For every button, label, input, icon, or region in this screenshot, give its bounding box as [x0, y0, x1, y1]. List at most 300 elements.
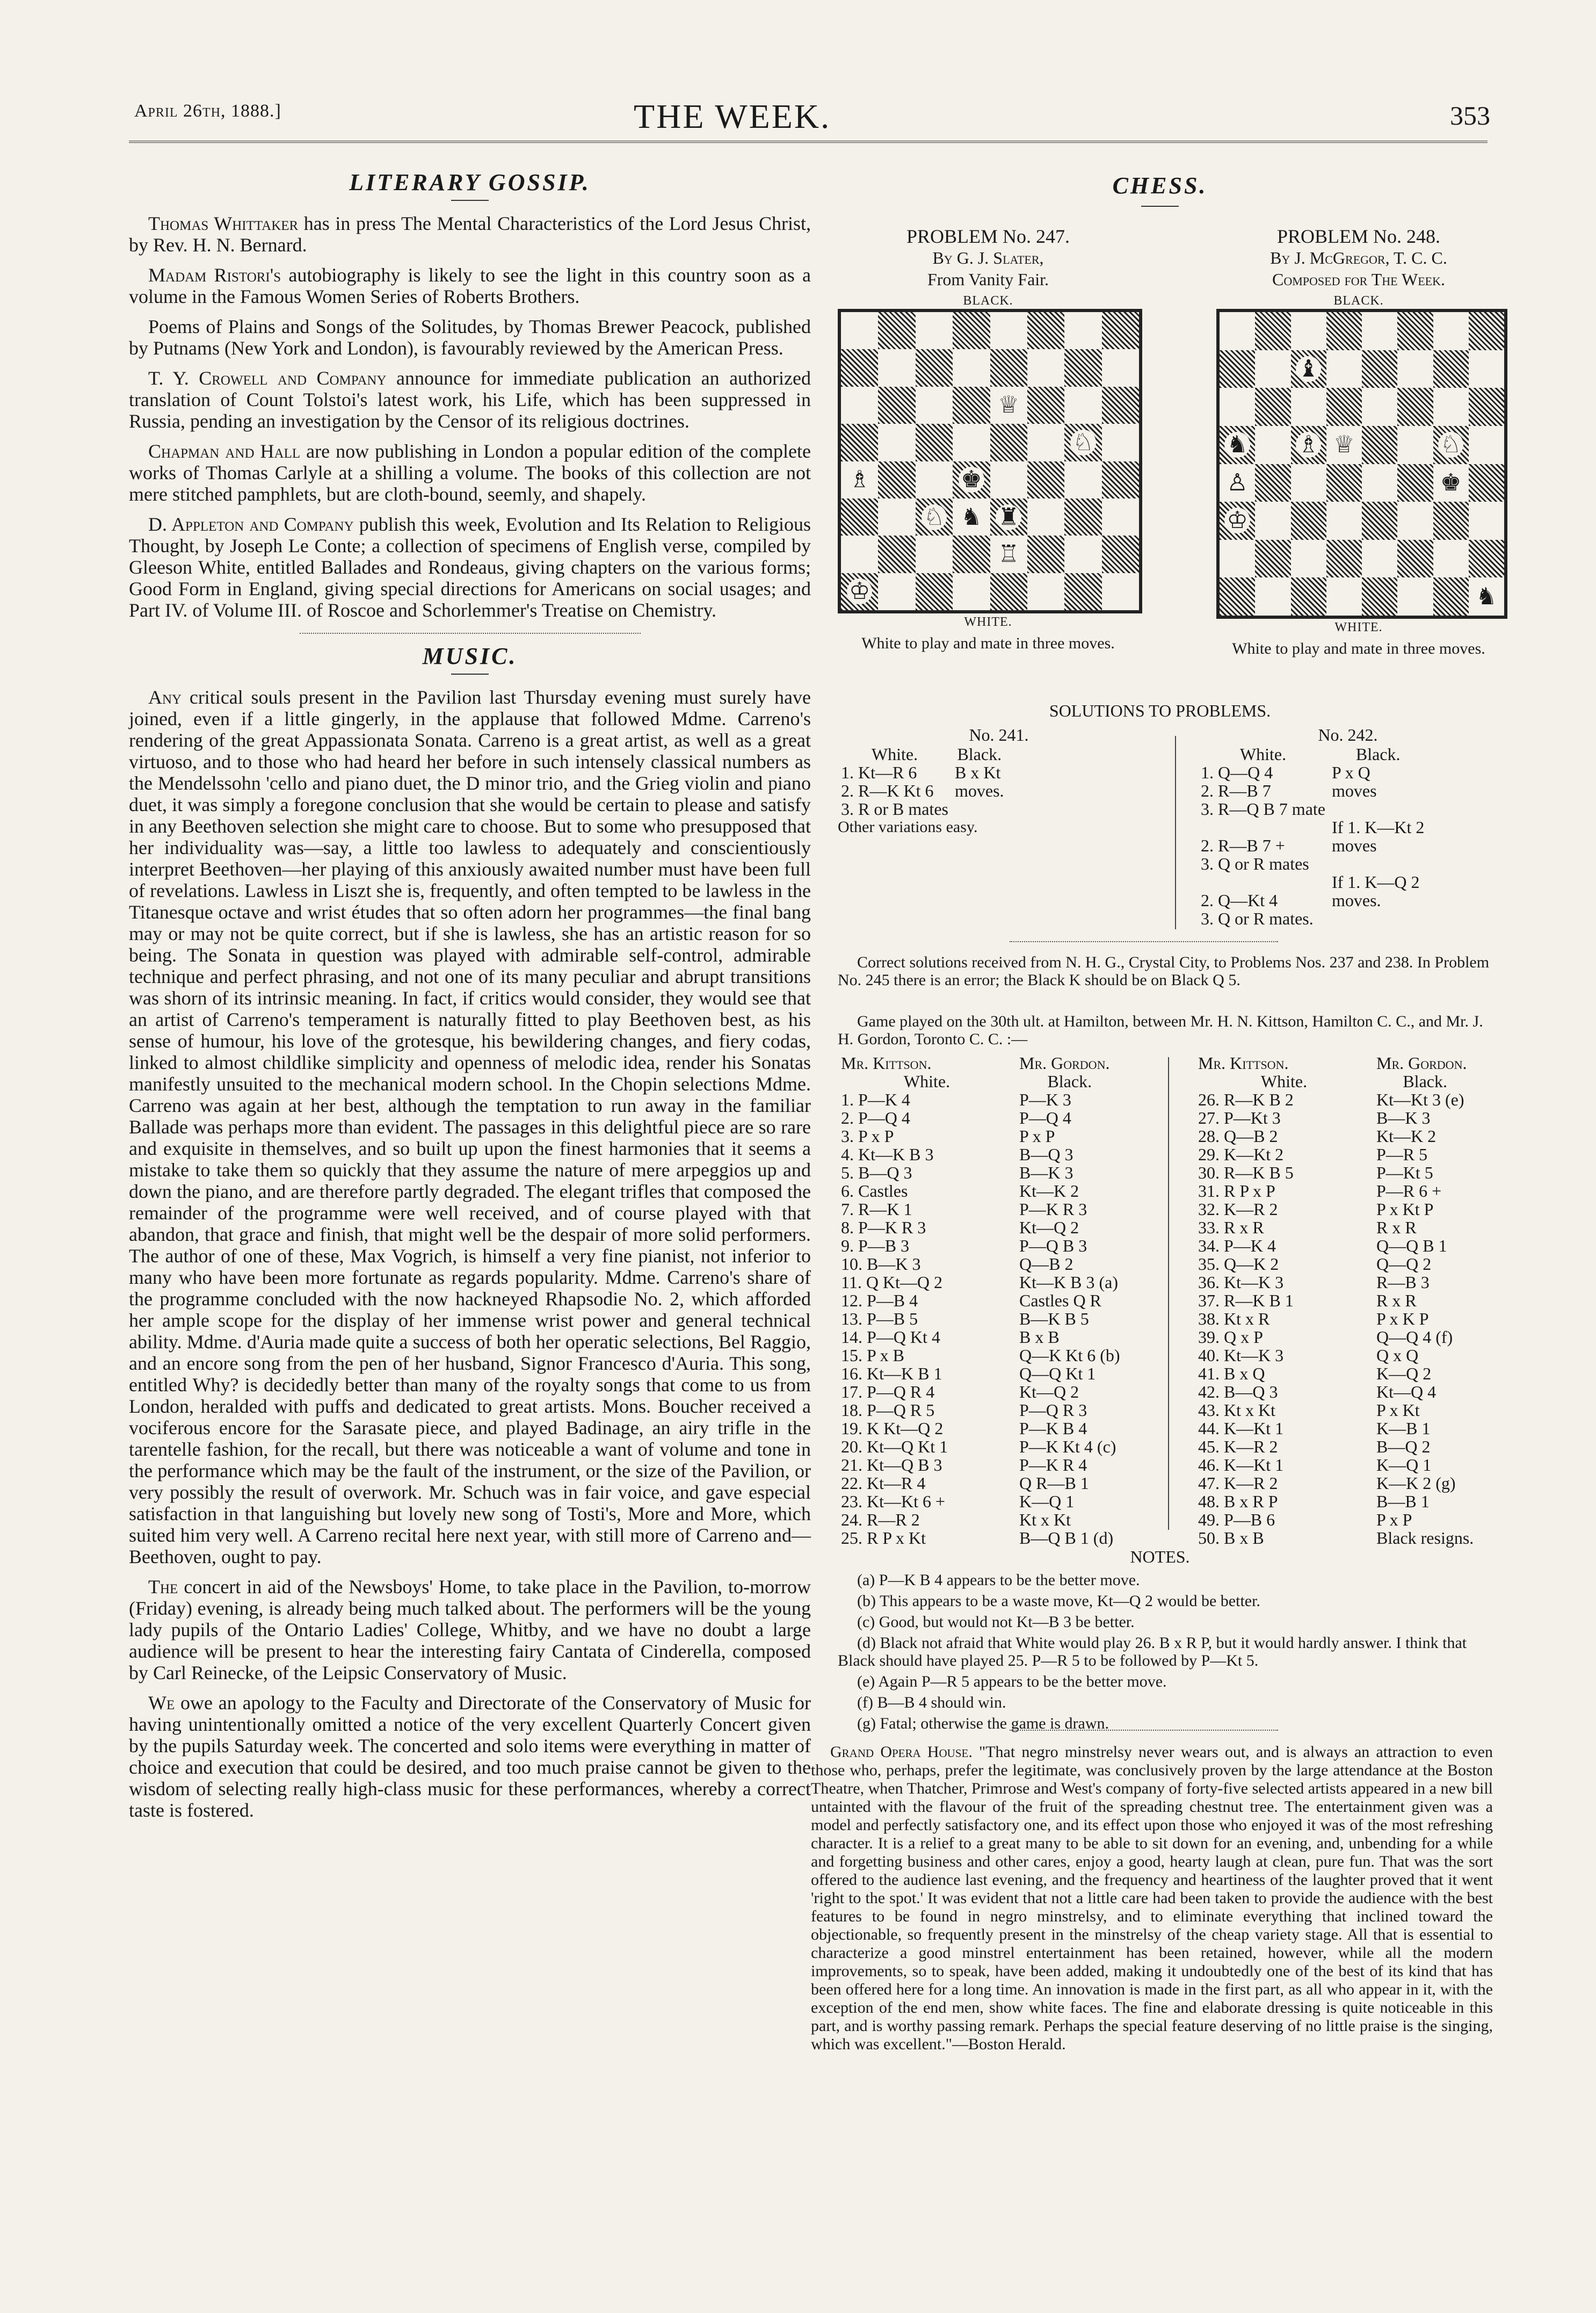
header-rule [129, 141, 1488, 143]
board-square [1326, 577, 1362, 616]
paragraph-text: critical souls present in the Pavilion last Thursday evening must surely have joined, even if a little gingerly, in the applause that followed Mdme. Carreno's rendering of the great Appassionata Sonata. Carreno is a great artist, as well as a great virtuoso, and to those who had heard her before in such intensely classical numbers as the Mendelssohn 'cello and piano duet, the D minor trio, and the Grieg violin and piano duet, it was simply a foregone conclusion that she would be certain to please and satisfy in any Beethoven selection she might care to choose. But to some who presupposed that her individuality was—say, a little too lawless to adequately and conscientiously interpret Beethoven—her playing of this anxiously awaited number must have been full of revelations. Lawless in Liszt she is, frequently, and often tempted to be lawless in the Titanesque octave and wrist études that so often adorn her programmes—the final bang may or may not be quite correct, but if she is lawless, she has an artistic reason for so being. The Sonata in question was played with admirable self-control, admirable technique and perfect phrasing, and not one of its many peculiar and abrupt transitions was shorn of its intrinsic meaning. In fact, if critics would consider, they would see that an artist of Carreno's temperament is naturally fitted to play Beethoven best, as his sense of humour, his love of the grotesque, his bewildering changes, and fiery codas, linked to almost childlike simplicity and openness of melodic idea, render his Sonatas manifestly unsuited to the mechanical modern school. In the Chopin selections Mdme. Carreno was again at her best, although the temptation to run away in the familiar Ballade was perhaps more than evident. The passages in this delightful piece are so rare and exquisite in themselves, and so built up upon the finest harmonies that it seems a mistake to take them so quickly that they assume the nature of mere arpeggios up and down the piano, and are therefore partly degraded. The elegant trifles that composed the remainder of the programme were well received, and of course played with that abandon, that grace and finish, that might well be the despair of more solid performers. The author of one of these, Max Vogrich, is himself a very fine pianist, not inferior to many who have been more fortunate as regards popularity. Mdme. Carreno's share of the programme concluded with the now hackneyed Rhapsodie No. 2, which afforded her ample scope for the display of her immense wrist power and general technical ability. Mdme. d'Auria made quite a success of both her operatic selections, Bel Raggio, and an encore song from the pen of her husband, Signor Francesco d'Auria. This song, entitled Why? is decidedly better than many of the royalty songs that come to us from London, heralded with puffs and dedicated to great artists. Mons. Boucher received a vociferous encore for the Sarasate piece, and played Badinage, an airy trifle in the tarentelle fashion, for the recall, but there was noticeable a want of volume and tone in the performance which may be the fault of the instrument, or the size of the Pavilion, or very possibly the result of overwork. Mr. Schuch was in fair voice, and gave especial satisfaction in that languishing but lovely new song of Tosti's, More and More, which suited him very well. A Carreno recital here next year, with still more of Carreno and—Beethoven, ought to pay. [129, 686, 811, 1567]
notes-list [838, 1571, 1493, 1736]
board-square [1433, 540, 1469, 578]
move-cell: Kt—Q 2 [1019, 1218, 1079, 1237]
problem-247-footer [832, 611, 1144, 654]
table-row [1198, 818, 1427, 836]
move-cell: 21. Kt—Q B 3 [841, 1455, 942, 1474]
chess-piece-icon: ♘ [1070, 430, 1096, 456]
literary-paragraph [129, 213, 811, 256]
paragraph-lead: Thomas Whittaker [148, 213, 299, 234]
chess-piece-icon: ♕ [996, 392, 1021, 418]
board-square [1102, 312, 1139, 349]
chess-piece-icon: ♝ [1296, 356, 1321, 382]
move-cell: 24. R—R 2 [841, 1510, 920, 1529]
music-title: MUSIC. [422, 643, 518, 669]
move-cell: P—Kt 5 [1376, 1163, 1433, 1182]
board-square [1220, 312, 1255, 350]
move-cell: P x P [1019, 1126, 1055, 1146]
move-cell: 17. P—Q R 4 [841, 1382, 935, 1401]
table-cell: 2. Q—Kt 4 [1201, 891, 1278, 910]
player-white: Mr. Kittson. [1198, 1053, 1289, 1073]
colors-row [838, 1072, 1123, 1090]
move-cell: 3. P x P [841, 1126, 894, 1146]
move-cell: Q—B 2 [1019, 1254, 1073, 1274]
board-square [1027, 573, 1064, 610]
board-square [878, 573, 915, 610]
board-square [841, 573, 878, 610]
chess-piece-icon: ♚ [959, 467, 984, 493]
move-row [838, 1145, 1123, 1163]
colors-row [1195, 1072, 1477, 1090]
board-square [1326, 350, 1362, 388]
move-cell: 29. K—Kt 2 [1198, 1145, 1284, 1164]
board-square [1326, 312, 1362, 350]
move-row [838, 1310, 1123, 1328]
table-cell [1329, 800, 1427, 818]
move-row [838, 1474, 1123, 1492]
move-cell: 43. Kt x Kt [1198, 1400, 1275, 1420]
note-item: (a) P—K B 4 appears to be the better move. [857, 1571, 1140, 1589]
table-cell: P x Q [1331, 763, 1370, 782]
paragraph-lead: Any [148, 686, 182, 708]
chess-piece-icon: ♙ [1224, 470, 1250, 496]
board-square [1255, 426, 1290, 464]
white-label: WHITE. [1334, 620, 1383, 634]
move-row [1195, 1328, 1477, 1346]
move-cell: Q R—B 1 [1019, 1473, 1089, 1493]
move-cell: 31. R P x P [1198, 1181, 1275, 1201]
move-cell: 10. B—K 3 [841, 1254, 921, 1274]
move-row [1195, 1383, 1477, 1401]
board-square [953, 424, 990, 461]
chess-piece-icon: ♕ [1331, 432, 1356, 458]
problem-caption: White to play and mate in three moves. [861, 634, 1115, 652]
move-row [838, 1163, 1123, 1182]
move-cell: 19. K Kt—Q 2 [841, 1419, 944, 1438]
board-square [1469, 540, 1504, 578]
move-cell: Black resigns. [1376, 1528, 1474, 1548]
move-row [1195, 1109, 1477, 1127]
table-cell: B x Kt [954, 763, 1001, 782]
move-cell: 38. Kt x R [1198, 1309, 1270, 1328]
problem-247-heading [832, 226, 1144, 312]
move-cell: 36. Kt—K 3 [1198, 1273, 1284, 1292]
move-cell: 30. R—K B 5 [1198, 1163, 1294, 1182]
board-square [1102, 536, 1139, 573]
move-cell: P—Q R 3 [1019, 1400, 1087, 1420]
board-square [841, 312, 878, 349]
move-cell: B x B [1019, 1327, 1060, 1347]
board-square [1362, 502, 1397, 540]
problem-caption: White to play and mate in three moves. [1232, 640, 1485, 657]
move-cell: 44. K—Kt 1 [1198, 1419, 1284, 1438]
board-square [1291, 464, 1326, 502]
board-square [953, 536, 990, 573]
board-square [1469, 388, 1504, 426]
board-square [878, 461, 915, 498]
board-square [1433, 502, 1469, 540]
move-cell: 47. K—R 2 [1198, 1473, 1278, 1493]
move-cell: 15. P x B [841, 1346, 904, 1365]
move-cell: Kt—Kt 3 (e) [1376, 1090, 1464, 1109]
section-divider [1010, 1730, 1278, 1731]
black-label: BLACK. [963, 294, 1013, 308]
move-row [838, 1237, 1123, 1255]
section-rule [451, 674, 489, 675]
move-cell: Q—Q Kt 1 [1019, 1364, 1096, 1383]
board-square [1220, 426, 1255, 464]
move-cell: K—Q 1 [1019, 1492, 1075, 1511]
move-cell: B—B 1 [1376, 1492, 1430, 1511]
board-square [841, 387, 878, 424]
board-square [1433, 312, 1469, 350]
board-square [1433, 464, 1469, 502]
move-cell: Kt—K 2 [1376, 1126, 1437, 1146]
board-square [916, 461, 953, 498]
chess-piece-icon: ♗ [847, 467, 872, 493]
color-white: White. [903, 1072, 951, 1091]
move-cell: 46. K—Kt 1 [1198, 1455, 1284, 1474]
move-row [1195, 1200, 1477, 1218]
move-row [1195, 1364, 1477, 1383]
move-cell: 5. B—Q 3 [841, 1163, 912, 1182]
move-cell: 37. R—K B 1 [1198, 1291, 1294, 1310]
table-cell: 3. R—Q B 7 mate [1201, 799, 1325, 819]
move-row [1195, 1510, 1477, 1529]
move-cell: B—K B 5 [1019, 1309, 1089, 1328]
board-square [1397, 577, 1433, 616]
move-cell: B—K 3 [1019, 1163, 1073, 1182]
move-cell: Kt—Q 4 [1376, 1382, 1437, 1401]
move-cell: P x K P [1376, 1309, 1429, 1328]
solutions-title: SOLUTIONS TO PROBLEMS. [1049, 701, 1271, 720]
board-square [1362, 464, 1397, 502]
move-cell: P—K 3 [1019, 1090, 1071, 1109]
board-square [1102, 349, 1139, 386]
board-square [878, 536, 915, 573]
move-cell: 33. R x R [1198, 1218, 1264, 1237]
board-square [1027, 498, 1064, 536]
board-square [1291, 502, 1326, 540]
paragraph-text: concert in aid of the Newsboys' Home, to take place in the Pavilion, to-morrow (Friday) evening, is already being much talked about. The performers will be the young lady pupils of the Ontario Ladies' College, Whitby, and we have no doubt a large audience will be present to hear the interesting fairy Cantata of Cinderella, composed by Carl Reinecke, of the Leipsic Conservatory of Music. [129, 1576, 811, 1683]
move-row [1195, 1456, 1477, 1474]
literary-paragraph [129, 316, 811, 359]
board-square [953, 387, 990, 424]
player-black: Mr. Gordon. [1019, 1053, 1110, 1073]
board-square [916, 536, 953, 573]
board-square [1220, 388, 1255, 426]
move-row [838, 1456, 1123, 1474]
board-square [916, 424, 953, 461]
board-square [878, 387, 915, 424]
board-square [1064, 498, 1101, 536]
board-square [1433, 350, 1469, 388]
color-white: White. [1260, 1072, 1308, 1091]
move-cell: K—K 2 (g) [1376, 1473, 1456, 1493]
move-row [838, 1109, 1123, 1127]
problem-author: By G. J. Slater, [932, 248, 1044, 268]
move-row [838, 1364, 1123, 1383]
board-square [1220, 502, 1255, 540]
move-row [838, 1529, 1123, 1547]
solution-note: Other variations easy. [838, 818, 978, 836]
board-square [990, 461, 1027, 498]
chess-piece-icon: ♘ [922, 504, 947, 530]
chess-piece-icon: ♞ [1474, 584, 1499, 610]
move-row [1195, 1291, 1477, 1310]
move-cell: Kt—K 2 [1019, 1181, 1079, 1201]
move-cell: B—Q 3 [1019, 1145, 1073, 1164]
move-row [838, 1419, 1123, 1437]
table-cell: 1. Kt—R 6 [841, 763, 917, 782]
move-row [1195, 1419, 1477, 1437]
board-square [990, 312, 1027, 349]
music-body [129, 686, 811, 1821]
chess-piece-icon: ♚ [1438, 470, 1463, 496]
move-cell: R x R [1376, 1218, 1417, 1237]
board-square [878, 312, 915, 349]
board-square [1027, 536, 1064, 573]
black-label: BLACK. [1333, 294, 1384, 308]
section-divider [300, 633, 641, 634]
move-cell: 28. Q—B 2 [1198, 1126, 1278, 1146]
board-square [1433, 388, 1469, 426]
paragraph-text: announce for immediate publication an authorized translation of Count Tolstoi's latest work, his Life, which has been suppressed in Russia, pending an investigation by the Censor of its religious doctrines. [129, 367, 811, 432]
chess-board-247 [838, 309, 1142, 613]
board-square [1397, 502, 1433, 540]
move-cell: K—Q 2 [1376, 1364, 1432, 1383]
table-cell: 2. R—B 7 [1201, 781, 1271, 800]
move-row [838, 1255, 1123, 1273]
board-square [1469, 312, 1504, 350]
move-row [838, 1328, 1123, 1346]
table-header-row [838, 745, 1007, 763]
board-square [990, 387, 1027, 424]
move-cell: 12. P—B 4 [841, 1291, 918, 1310]
table-cell: moves. [1331, 891, 1381, 910]
column-header: Black. [957, 745, 1002, 764]
table-cell [952, 800, 1007, 818]
chess-board-248 [1216, 309, 1507, 619]
move-row [1195, 1182, 1477, 1200]
board-square [1027, 349, 1064, 386]
move-row [1195, 1255, 1477, 1273]
board-square [1027, 424, 1064, 461]
problem-name: PROBLEM No. 248. [1276, 226, 1441, 247]
move-cell: P—K R 4 [1019, 1455, 1087, 1474]
game-intro: Game played on the 30th ult. at Hamilton, between Mr. H. N. Kittson, Hamilton C. C., and Mr. J. H. Gordon, Toronto C. C. :— [838, 1013, 1483, 1048]
chess-piece-icon: ♞ [1224, 432, 1250, 458]
board-square [1397, 426, 1433, 464]
move-cell: P—K B 4 [1019, 1419, 1087, 1438]
board-square [1102, 498, 1139, 536]
move-row [1195, 1127, 1477, 1145]
table-cell [1198, 818, 1329, 836]
literary-paragraph [129, 264, 811, 307]
table-cell: 3. Q or R mates. [1201, 909, 1314, 928]
board-square [1469, 426, 1504, 464]
board-square [1397, 388, 1433, 426]
table-row [1198, 836, 1427, 855]
chess-piece-icon: ♘ [1438, 432, 1463, 458]
board-square [1255, 502, 1290, 540]
move-cell: Q—Q 4 (f) [1376, 1327, 1453, 1347]
board-square [1326, 426, 1362, 464]
board-square [990, 424, 1027, 461]
board-square [1326, 540, 1362, 578]
literary-paragraph [129, 440, 811, 505]
move-cell: 1. P—K 4 [841, 1090, 910, 1109]
table-row [1198, 763, 1427, 782]
move-row [838, 1401, 1123, 1419]
moves-table [1195, 1054, 1477, 1547]
move-row [1195, 1163, 1477, 1182]
move-cell: B—Q B 1 (d) [1019, 1528, 1114, 1548]
chess-piece-icon: ♗ [1296, 432, 1321, 458]
issue-date: April 26th, 1888.] [134, 101, 281, 121]
move-cell: 26. R—K B 2 [1198, 1090, 1294, 1109]
board-square [1397, 312, 1433, 350]
board-square [1255, 464, 1290, 502]
table-cell: moves. [954, 781, 1004, 800]
board-square [1102, 424, 1139, 461]
paragraph-text: Poems of Plains and Songs of the Solitudes, by Thomas Brewer Peacock, published by Putnams (New York and London), is favourably reviewed by the American Press. [129, 316, 811, 359]
game-moves-left [838, 1054, 1160, 1547]
chess-piece-icon: ♜ [996, 504, 1021, 530]
move-cell: P x Kt [1376, 1400, 1420, 1420]
page-number: 353 [1450, 100, 1490, 131]
paragraph-text: owe an apology to the Faculty and Directorate of the Conservatory of Music for having unintentionally omitted a notice of the very excellent Quarterly Concert given by the pupils Saturday week. The concerted and solo items were everything in matter of choice and execution that could be desired, and too much praise cannot be given to the wisdom of selecting really high-class music for these performances, whereby a correct taste is fostered. [129, 1692, 811, 1821]
move-row [1195, 1474, 1477, 1492]
board-square [1469, 502, 1504, 540]
table-cell [1329, 909, 1427, 928]
color-black: Black. [1047, 1072, 1092, 1091]
move-cell: 45. K—R 2 [1198, 1437, 1278, 1456]
move-cell: Kt—K B 3 (a) [1019, 1273, 1118, 1292]
board-square [1397, 540, 1433, 578]
paragraph-lead: Chapman and Hall [148, 440, 301, 462]
board-square [990, 498, 1027, 536]
solution-242 [1198, 725, 1498, 928]
board-square [878, 498, 915, 536]
solution-241 [838, 725, 1160, 836]
section-rule [1141, 206, 1179, 207]
table-row [838, 763, 1007, 782]
player-black: Mr. Gordon. [1376, 1053, 1467, 1073]
move-cell: Q x Q [1376, 1346, 1419, 1365]
players-row [1195, 1054, 1477, 1072]
board-square [841, 498, 878, 536]
move-cell: 23. Kt—Kt 6 + [841, 1492, 946, 1511]
notice-text: "That negro minstrelsy never wears out, and is always an attraction to even those who, perhaps, prefer the legitimate, was conclusively proven by the large attendance at the Boston Theatre, when Thatcher, Primrose and West's company of forty-five selected artists appeared in a new bill untainted with the flavour of the fruit of the spreading chestnut tree. The entertainment given was a model and perfectly satisfactory one, and its effect upon those who enjoyed it was of the most refreshing character. It is a relief to a great many to be able to sit down for an evening, and, unbending for a while and forgetting business and other cares, enjoy a good, hearty laugh at clean, pure fun. That was the sort offered to the audience last evening, and the frequency and heartiness of the laughter proved that it went 'right to the spot.' It was evident that not a little care had been taken to provide the audience with the best features to be found in negro minstrelsy, and to eliminate everything that inclined toward the objectionable, so frequently present in the minstrelsy of the cheap variety stage. All that is essential to characterize a good minstrel entertainment has been retained, however, while all the modern improvements, so to speak, have been added, making it undoubtedly one of the best of its kind that has been offered here for a long time. An innovation is made in the first part, as all who appear in it, with the exception of the end men, show white faces. The fine and elaborate dressing is quite noticeable in this part, and is worthy passing remark. Perhaps the special feature deserving of no little praise is the singing, which was excellent."—Boston Herald. [811, 1743, 1493, 2053]
move-cell: 7. R—K 1 [841, 1199, 912, 1219]
board-square [1102, 461, 1139, 498]
board-square [1027, 387, 1064, 424]
board-square [841, 461, 878, 498]
move-cell: Q—K Kt 6 (b) [1019, 1346, 1120, 1365]
music-paragraph [129, 1576, 811, 1683]
move-cell: 32. K—R 2 [1198, 1199, 1278, 1219]
board-square [1291, 577, 1326, 616]
table-cell: 1. Q—Q 4 [1201, 763, 1273, 782]
chess-header [827, 172, 1493, 199]
board-square [841, 536, 878, 573]
move-cell: R x R [1376, 1291, 1417, 1310]
correct-solutions: Correct solutions received from N. H. G., Crystal City, to Problems Nos. 237 and 238. In Problem No. 245 there is an error; the Black K should be on Black Q 5. [838, 953, 1490, 989]
move-cell: 20. Kt—Q Kt 1 [841, 1437, 948, 1456]
board-square [1469, 464, 1504, 502]
chess-piece-icon: ♖ [996, 541, 1021, 567]
move-cell: 41. B x Q [1198, 1364, 1265, 1383]
move-cell: Kt x Kt [1019, 1510, 1071, 1529]
music-paragraph [129, 1692, 811, 1821]
board-square [1064, 424, 1101, 461]
move-cell: P x P [1376, 1510, 1412, 1529]
move-cell: 4. Kt—K B 3 [841, 1145, 934, 1164]
board-square [878, 349, 915, 386]
move-cell: 39. Q x P [1198, 1327, 1263, 1347]
move-row [1195, 1218, 1477, 1237]
move-row [838, 1182, 1123, 1200]
notice-lead: Grand Opera House. [830, 1743, 973, 1761]
board-square [1291, 312, 1326, 350]
move-row [838, 1346, 1123, 1364]
masthead-title: THE WEEK. [634, 97, 831, 135]
column-header: White. [871, 745, 918, 764]
move-row [1195, 1401, 1477, 1419]
board-square [953, 312, 990, 349]
column-header: White. [1239, 745, 1287, 764]
board-square [1433, 426, 1469, 464]
board-square [1255, 350, 1290, 388]
move-cell: P—K R 3 [1019, 1199, 1087, 1219]
board-square [990, 349, 1027, 386]
board-square [1362, 577, 1397, 616]
move-cell: 18. P—Q R 5 [841, 1400, 935, 1420]
table-cell [1329, 855, 1427, 873]
board-square [1362, 426, 1397, 464]
move-cell: 25. R P x Kt [841, 1528, 926, 1548]
board-square [1291, 540, 1326, 578]
problem-author: By J. McGregor, T. C. C. [1270, 248, 1447, 268]
board-square [1433, 577, 1469, 616]
board-square [990, 536, 1027, 573]
board-square [1326, 502, 1362, 540]
board-square [1469, 577, 1504, 616]
table-row [1198, 873, 1427, 891]
move-row [1195, 1145, 1477, 1163]
board-square [916, 312, 953, 349]
table-cell: 2. R—B 7 + [1201, 836, 1285, 855]
chess-piece-icon: ♔ [847, 579, 872, 604]
board-square [1326, 464, 1362, 502]
move-cell: 48. B x R P [1198, 1492, 1278, 1511]
move-cell: Q—Q 2 [1376, 1254, 1432, 1274]
problem-248-heading [1208, 226, 1509, 312]
board-square [1064, 573, 1101, 610]
board-square [1102, 387, 1139, 424]
move-cell: P x Kt P [1376, 1199, 1434, 1219]
literary-paragraph [129, 367, 811, 432]
board-square [916, 387, 953, 424]
paragraph-text: are now publishing in London a popular edition of the complete works of Thomas Carlyle at a shilling a volume. The books of this collection are not mere stitched pamphlets, but are cloth-bound, seemly, and shapely. [129, 440, 811, 505]
literary-gossip-title: LITERARY GOSSIP. [349, 169, 591, 196]
notes-title: NOTES. [1130, 1547, 1190, 1566]
grand-opera-house-notice [811, 1743, 1493, 2054]
board-square [1064, 461, 1101, 498]
chess-title: CHESS. [1112, 172, 1208, 199]
